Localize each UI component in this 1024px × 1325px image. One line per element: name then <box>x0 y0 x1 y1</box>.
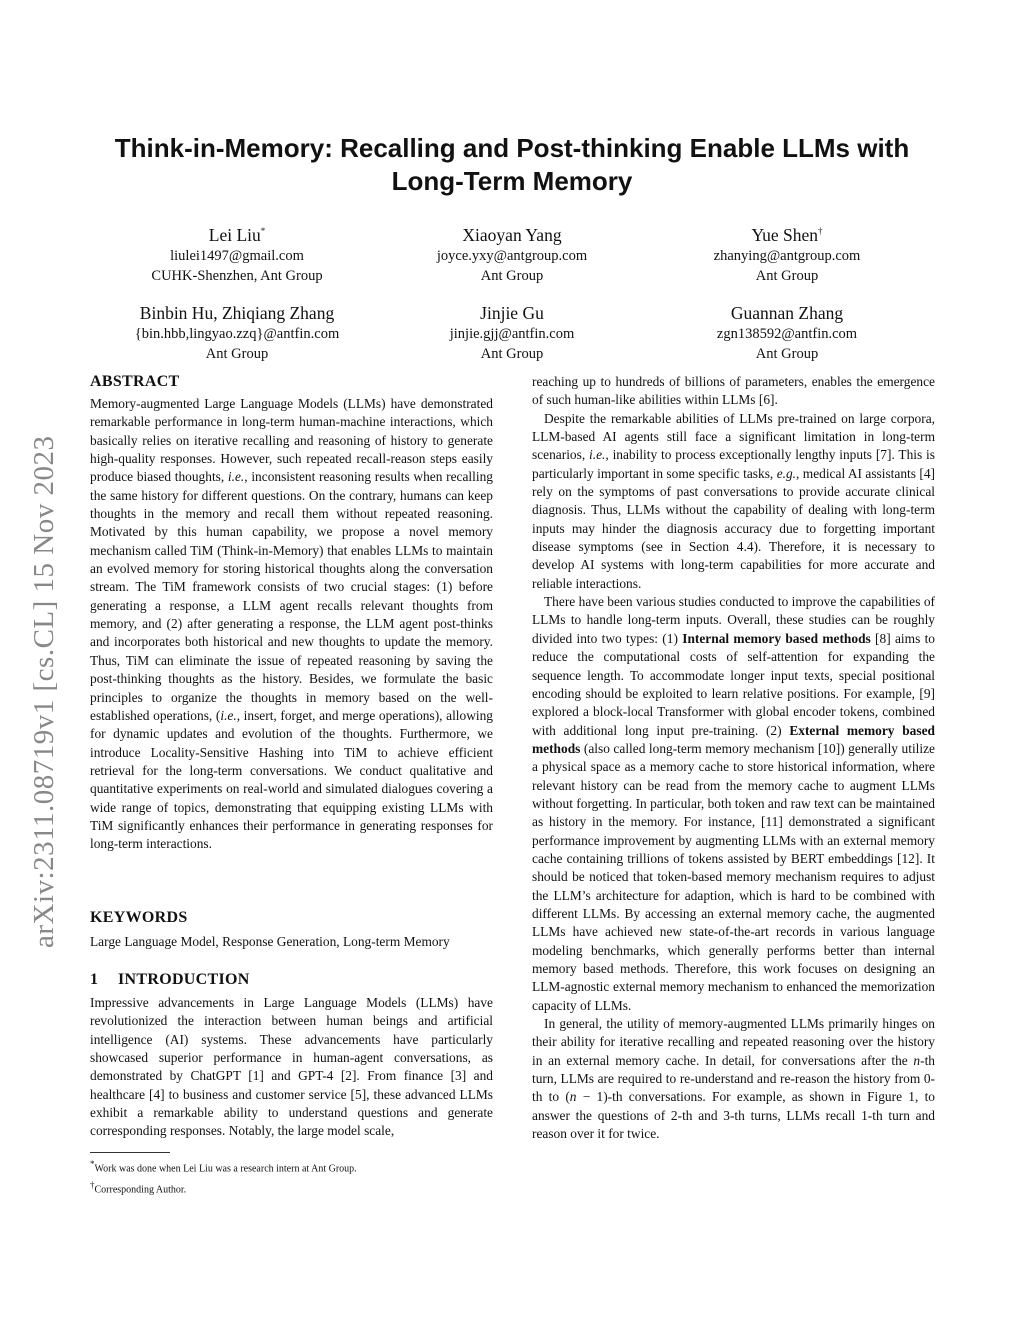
text-run: -th turn, LLMs are required to re-understand and re-reason the history from 0-th to ( <box>532 1052 935 1105</box>
text-run: , insert, forget, and merge operations), allowing for dynamic updates and evolution of the thoughts. Furthermore, we introduce Locality-Sensitive Hashing into TiM to achieve efficient retrieval for the long-term conversations. We conduct qualitative and quantitative experiments on real-world and simulated dialogues covering a wide range of topics, demonstrating that equipping existing LLMs with TiM significantly enhances their performance in generating responses for long-term interactions. <box>90 707 493 852</box>
author-name-text: Jinjie Gu <box>480 302 544 323</box>
author-email: joyce.yxy@antgroup.com <box>436 247 588 264</box>
author-name <box>87 298 387 324</box>
author <box>87 220 387 286</box>
author-name-text: Xiaoyan Yang <box>462 224 562 245</box>
author-name <box>637 298 937 324</box>
paragraph <box>532 1015 935 1143</box>
footnotes <box>90 1152 357 1199</box>
paragraph <box>90 994 493 1141</box>
author-email: liulei1497@gmail.com <box>170 247 304 264</box>
text-run: , medical AI assistants [4] rely on the symptoms of past conversations to provide accurate clinical diagnosis. Thus, LLMs without the capability of dealing with long-term inputs may hinder the diagnosis accuracy due to forgetting important disease symptoms (see in Section 4.4). Therefore, it is necessary to develop AI systems with long-term capabilities for more accurate and reliable interactions. <box>532 465 935 591</box>
abstract-heading: ABSTRACT <box>90 373 180 390</box>
author-name <box>362 220 662 246</box>
title-line-2: Long-Term Memory <box>391 166 633 196</box>
paragraph <box>532 373 935 410</box>
section-number: 1 <box>90 971 99 988</box>
text-run: − 1)-th conversations. For example, as shown in Figure 1, to answer the questions of 2-th and 3-th turns, LLMs recall 1-th turn and reason over it for twice. <box>532 1089 935 1142</box>
right-column <box>532 373 935 1143</box>
footnote-text: Work was done when Lei Liu was a research intern at Ant Group. <box>94 1163 357 1175</box>
text-run: i.e. <box>589 447 606 463</box>
paragraph <box>90 395 493 854</box>
author-email: jinjie.gjj@antfin.com <box>449 325 575 342</box>
author-affiliation: Ant Group <box>755 267 819 284</box>
author-affiliation: Ant Group <box>755 345 819 362</box>
introduction-section <box>90 970 493 1141</box>
text-run: reaching up to hundreds of billions of parameters, enables the emergence of such human-like abilities within LLMs [6]. <box>532 374 935 408</box>
author-mark: * <box>260 226 266 236</box>
title-line-1: Think-in-Memory: Recalling and Post-thinking Enable LLMs with <box>114 133 910 163</box>
footnote-2 <box>90 1177 357 1198</box>
author-affiliation: Ant Group <box>480 267 544 284</box>
section-title: INTRODUCTION <box>118 971 250 988</box>
footnote-rule <box>90 1152 170 1153</box>
author-name <box>87 220 387 246</box>
author-name-text: Guannan Zhang <box>730 302 844 323</box>
abstract-body <box>90 395 493 854</box>
author <box>637 298 937 364</box>
author-affiliation: Ant Group <box>205 345 269 362</box>
arxiv-identifier: arXiv:2311.08719v1 [cs.CL] 15 Nov 2023 <box>28 435 60 948</box>
author-name-text: Binbin Hu, Zhiqiang Zhang <box>139 302 335 323</box>
keywords-text: Large Language Model, Response Generation, Long-term Memory <box>90 934 450 949</box>
keywords-section <box>90 908 493 951</box>
text-run: i.e. <box>227 469 245 485</box>
paper-title <box>60 132 964 198</box>
text-run: There have been various studies conducted to improve the capabilities of LLMs to handle long-term inputs. Overall, these studies can be roughly divided into two types: (1) <box>532 594 935 646</box>
text-run: n <box>913 1052 921 1068</box>
author-affiliation: CUHK-Shenzhen, Ant Group <box>151 267 323 284</box>
text-run: Memory-augmented Large Language Models (LLMs) have demonstrated remarkable performance in long-term human-machine interactions, which basically relies on iterative recalling and reasoning of history to generate high-quality responses. However, such repeated recall-reason steps easily produce biased thoughts, <box>90 396 493 485</box>
footnote-text: Corresponding Author. <box>94 1184 187 1196</box>
author-name <box>362 298 662 324</box>
text-run: Internal memory based methods <box>682 630 871 646</box>
author-email: zgn138592@antfin.com <box>716 325 858 342</box>
text-run: Impressive advancements in Large Language Models (LLMs) have revolutionized the interaction between human beings and artificial intelligence (AI) systems. These advancements have particularly showcased superior performance in human-agent conversations, as demonstrated by ChatGPT [1] and GPT-4 [2]. From finance [3] and healthcare [4] to business and customer service [5], these advanced LLMs exhibit a remarkable ability to understand questions and generate corresponding responses. Notably, the large model scale, <box>90 995 493 1139</box>
author-name <box>637 220 937 246</box>
author-affiliation: Ant Group <box>480 345 544 362</box>
author <box>637 220 937 286</box>
paragraph <box>532 410 935 593</box>
author-name-text: Yue Shen <box>751 224 819 245</box>
text-run: e.g. <box>776 465 797 481</box>
introduction-heading <box>90 970 493 990</box>
left-column <box>90 372 493 854</box>
keywords-heading: KEYWORDS <box>90 909 188 926</box>
author-name-text: Lei Liu <box>208 224 261 245</box>
text-run: i.e. <box>220 707 237 723</box>
footnote-mark: * <box>90 1159 95 1169</box>
author <box>362 298 662 364</box>
text-run: , inability to process exceptionally lengthy inputs [7]. This is particularly important in some specific tasks, <box>532 447 935 481</box>
author-email: {bin.hbb,lingyao.zzq}@antfin.com <box>134 325 340 342</box>
text-run: n <box>569 1089 577 1105</box>
paragraph <box>532 593 935 1015</box>
introduction-body-right <box>532 373 935 1143</box>
introduction-body-left <box>90 994 493 1141</box>
footnote-mark: † <box>90 1180 95 1191</box>
text-run: [8] aims to reduce the computational costs of self-attention for expanding the sequence length. To accommodate longer input texts, special positional encoding should be exploited to learn relative positions. For example, [9] explored a block-local Transformer with global encoder tokens, combined with additional long input pre-training. (2) <box>532 630 936 738</box>
author-email: zhanying@antgroup.com <box>713 247 861 264</box>
author-mark: † <box>818 226 823 236</box>
text-run: , inconsistent reasoning results when recalling the same history for different questions. On the contrary, humans can keep thoughts in the memory and recall them without repeated reasoning. Motivated by this human capability, we propose a novel memory mechanism called TiM (Think-in-Memory) that enables LLMs to maintain an evolved memory for storing historical thoughts along the conversation stream. The TiM framework consists of two crucial stages: (1) before generating a response, a LLM agent recalls relevant thoughts from memory, and (2) after generating a response, the LLM agent post-thinks and incorporates both historical and new thoughts to update the memory. Thus, TiM can eliminate the issue of repeated reasoning by saving the post-thinking thoughts as the history. Besides, we formulate the basic principles to organize the thoughts in memory based on the well-established operations, ( <box>90 469 493 723</box>
author <box>87 298 387 364</box>
footnote-1 <box>90 1156 357 1177</box>
text-run: Despite the remarkable abilities of LLMs pre-trained on large corpora, LLM-based AI agents still face a significant limitation in long-term scenarios, <box>532 410 935 463</box>
author <box>362 220 662 286</box>
text-run: External memory based methods <box>532 722 935 756</box>
text-run: In general, the utility of memory-augmented LLMs primarily hinges on their ability for iterative recalling and repeated reasoning over the history in an external memory cache. In detail, for conversations after the <box>532 1016 935 1068</box>
text-run: (also called long-term memory mechanism [10]) generally utilize a physical space as a memory cache to store historical information, where relevant history can be read from the memory cache to augment LLMs without forgetting. In particular, both token and raw text can be maintained as history in the memory. For instance, [11] demonstrated a significant performance improvement by augmenting LLMs with an external memory cache containing trillions of tokens assisted by BERT embeddings [12]. It should be noticed that token-based memory mechanism requires to adjust the LLM’s architecture for adaption, which is hard to be combined with different LLMs. By accessing an external memory cache, the augmented LLMs have achieved new state-of-the-art records in various language modeling benchmarks, which generally performs better than internal memory based methods. Therefore, this work focuses on designing an LLM-agnostic external memory mechanism to enhanced the memorization capacity of LLMs. <box>532 740 935 1013</box>
